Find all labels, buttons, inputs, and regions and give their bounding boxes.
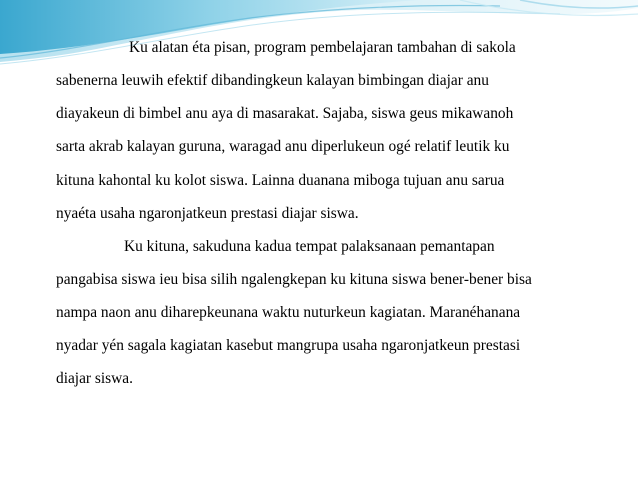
paragraph-1-line-5: kituna kahontal ku kolot siswa. Lainna duanana miboga tujuan anu sarua xyxy=(56,172,505,189)
paragraph-1-line-3: diayakeun di bimbel anu aya di masarakat. Sajaba, siswa geus mikawanoh xyxy=(56,105,514,122)
paragraph-1-line-2: sabenerna leuwih efektif dibandingkeun kalayan bimbingan diajar anu xyxy=(56,72,489,89)
paragraph-2-line-3: nampa naon anu diharepkeunana waktu nuturkeun kagiatan. Maranéhanana xyxy=(56,304,521,321)
paragraph-2-line-2: pangabisa siswa ieu bisa silih ngalengkepan ku kituna siswa bener-bener bisa xyxy=(56,271,532,288)
paragraph-1-line-1: Ku alatan éta pisan, program pembelajaran tambahan di sakola xyxy=(129,39,516,56)
paragraph-1-line-6: nyaéta usaha ngaronjatkeun prestasi diajar siswa. xyxy=(56,205,359,222)
paragraph-1-line-4: sarta akrab kalayan guruna, waragad anu diperlukeun ogé relatif leutik ku xyxy=(56,138,510,155)
paragraph-2-line-1: Ku kituna, sakuduna kadua tempat palaksanaan pemantapan xyxy=(124,238,495,255)
paragraph-2-line-4: nyadar yén sagala kagiatan kasebut mangrupa usaha ngaronjatkeun prestasi xyxy=(56,337,521,354)
paragraph-2-line-5: diajar siswa. xyxy=(56,370,133,387)
